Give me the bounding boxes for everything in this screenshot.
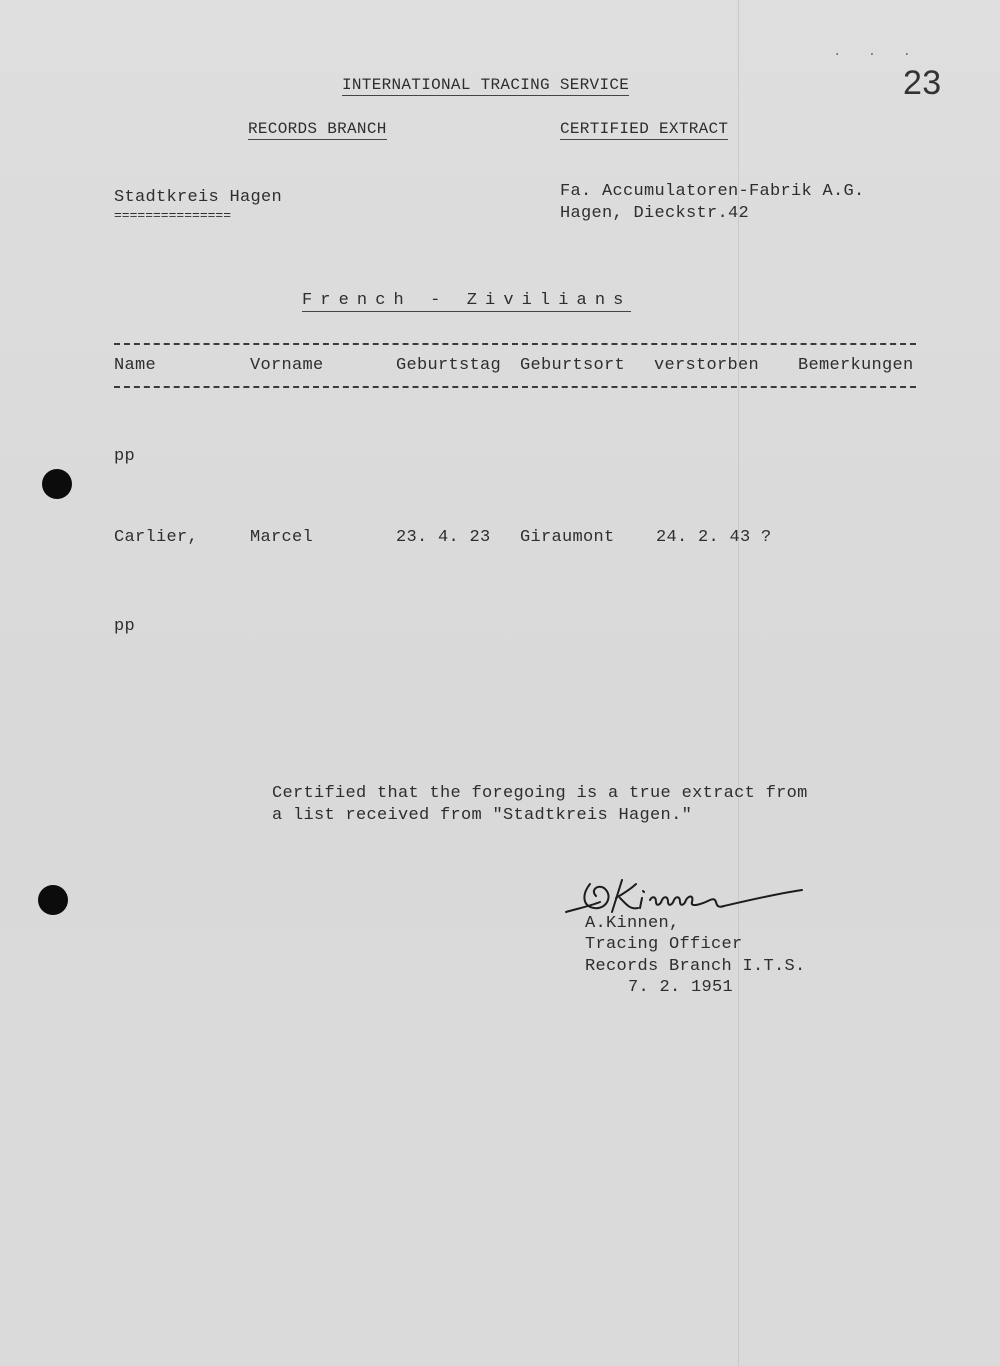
- officer-title: Tracing Officer: [585, 935, 743, 954]
- firm-address: Hagen, Dieckstr.42: [560, 204, 750, 223]
- signature-date: 7. 2. 1951: [628, 978, 734, 997]
- page-number: 23: [903, 64, 942, 102]
- list-title: French - Zivilians: [302, 291, 632, 310]
- column-header-vorname: Vorname: [250, 356, 324, 375]
- officer-branch: Records Branch I.T.S.: [585, 957, 806, 976]
- document-title: INTERNATIONAL TRACING SERVICE: [342, 76, 630, 94]
- column-header-verstorben: verstorben: [654, 356, 760, 375]
- cell-vorname: Marcel: [250, 528, 314, 547]
- column-header-geburtsort: Geburtsort: [520, 356, 626, 375]
- cell-geburtsort: Giraumont: [520, 528, 615, 547]
- column-header-name: Name: [114, 356, 157, 375]
- handwritten-signature: [560, 872, 810, 916]
- firm-name: Fa. Accumulatoren-Fabrik A.G.: [560, 182, 865, 201]
- punch-hole-bottom: [38, 885, 68, 915]
- certification-line-2: a list received from "Stadtkreis Hagen.": [272, 806, 693, 825]
- table-top-rule: [114, 343, 916, 345]
- district-underline: ===============: [114, 208, 232, 223]
- cell-geburtstag: 23. 4. 23: [396, 528, 491, 547]
- officer-name: A.Kinnen,: [585, 914, 680, 933]
- certification-line-1: Certified that the foregoing is a true extract from: [272, 784, 808, 803]
- punch-hole-top: [42, 469, 72, 499]
- table-header-rule: [114, 386, 916, 388]
- records-branch-heading: RECORDS BRANCH: [248, 120, 387, 138]
- corner-marks: . . .: [833, 44, 912, 60]
- pp-mark-after: pp: [114, 617, 136, 636]
- column-header-geburtstag: Geburtstag: [396, 356, 502, 375]
- column-header-bemerkungen: Bemerkungen: [798, 356, 914, 375]
- cell-name: Carlier,: [114, 528, 199, 547]
- cell-verstorben: 24. 2. 43 ?: [656, 528, 772, 547]
- pp-mark-before: pp: [114, 447, 136, 466]
- district-name: Stadtkreis Hagen: [114, 188, 283, 207]
- certified-extract-heading: CERTIFIED EXTRACT: [560, 120, 729, 138]
